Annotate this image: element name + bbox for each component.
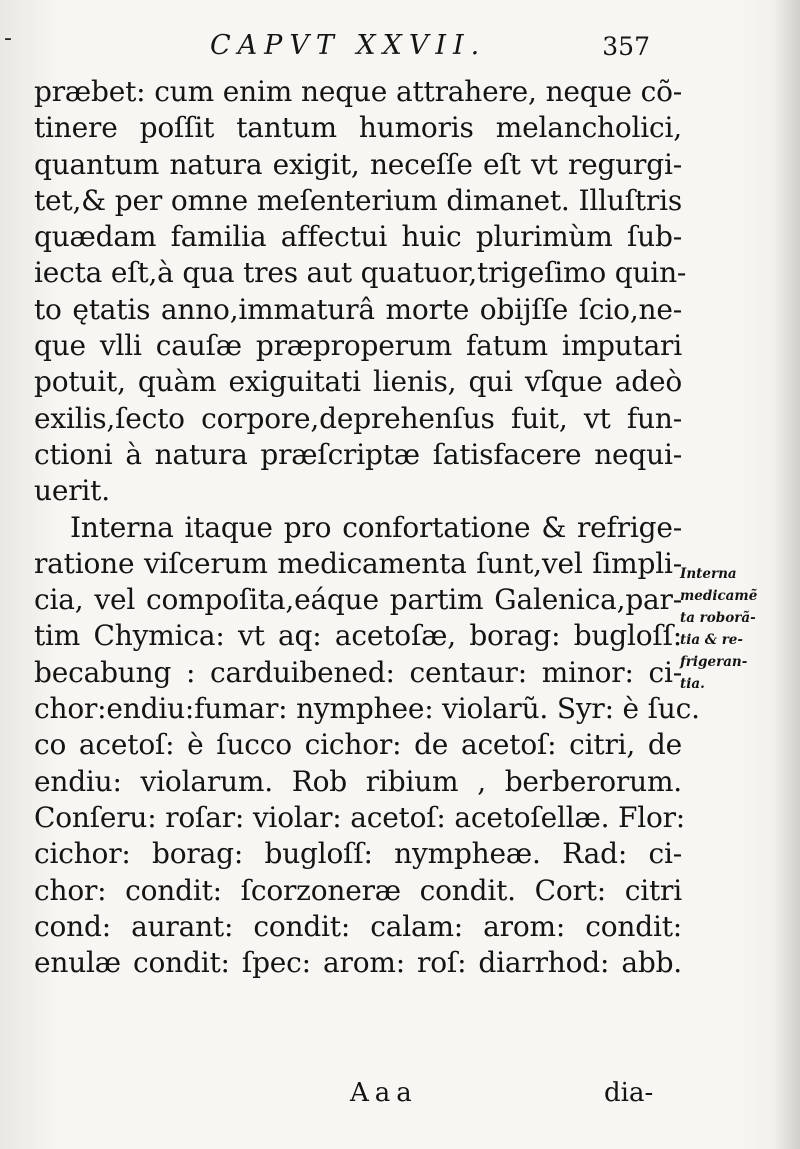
text-line: uerit. — [34, 474, 110, 508]
marginal-note-line: ta roborã- — [680, 610, 756, 626]
paragraph-one — [34, 74, 687, 510]
text-line: cichor: borag: bugloſſ: nympheæ. Rad: ci- — [34, 837, 682, 871]
signature-mark: Aaa — [350, 1078, 418, 1108]
marginal-note — [680, 563, 780, 695]
text-line: tinere poſſit tantum humoris melancholici, — [34, 111, 682, 145]
page-footer — [0, 1078, 800, 1118]
text-line: cia, vel compoſita,eáque partim Galenica,par- — [34, 583, 682, 617]
margin-mark: - — [4, 26, 12, 51]
marginal-note-line: Interna — [680, 566, 737, 582]
text-line: chor: condit: ſcorzoneræ condit. Cort: citri — [34, 873, 682, 907]
text-line: quædam familia affectui huic plurimùm ſub- — [34, 220, 682, 254]
marginal-note-line: medicamẽ — [680, 588, 758, 604]
running-head: CAPVT XXVII. — [210, 30, 487, 61]
text-line: iecta eſt,à qua tres aut quatuor,trigeſimo quin- — [34, 256, 687, 290]
text-line: chor:endiu:fumar: nymphee: violarũ. Syr: è ſuc. — [34, 692, 700, 726]
text-line: co acetoſ: è ſucco cichor: de acetoſ: citri, de — [34, 728, 682, 762]
text-line: potuit, quàm exiguitati lienis, qui vſque adeò — [34, 365, 682, 399]
text-line: endiu: violarum. Rob ribium , berberorum. — [34, 764, 682, 798]
marginal-note-line: tia. — [680, 676, 705, 692]
text-line: que vlli cauſæ præproperum fatum imputari — [34, 329, 682, 363]
text-line: cond: aurant: condit: calam: arom: condit: — [34, 909, 682, 943]
text-line: ratione viſcerum medicamenta ſunt,vel ſimpli- — [34, 546, 682, 580]
catchword: dia- — [604, 1078, 654, 1108]
text-line: tet,& per omne meſenterium dimanet. Illuſtris — [34, 183, 682, 217]
text-line: tim Chymica: vt aq: acetoſæ, borag: bugloſſ: — [34, 619, 682, 653]
marginal-note-line: tia & re- — [680, 632, 744, 648]
text-line: ctioni à natura præſcriptæ ſatisfacere nequi- — [34, 437, 682, 471]
text-line: præbet: cum enim neque attrahere, neque cõ- — [34, 75, 682, 108]
page-number: 357 — [602, 32, 650, 61]
text-line: becabung : carduibened: centaur: minor: ci- — [34, 655, 682, 689]
page-header — [210, 30, 650, 70]
text-line: to ętatis anno,immaturâ morte obijſſe ſcio,ne- — [34, 292, 682, 326]
text-line: exilis,ſecto corpore,deprehenſus fuit, vt fun- — [34, 401, 682, 435]
text-line: enulæ condit: ſpec: arom: roſ: diarrhod: abb. — [34, 946, 682, 980]
text-line: Conſeru: roſar: violar: acetoſ: acetoſellæ. Flor: — [34, 800, 686, 834]
text-line: quantum natura exigit, neceſſe eſt vt regurgi- — [34, 147, 682, 181]
marginal-note-line: frigeran- — [680, 654, 748, 670]
text-line: Interna itaque pro confortatione & refrige- — [70, 510, 682, 544]
